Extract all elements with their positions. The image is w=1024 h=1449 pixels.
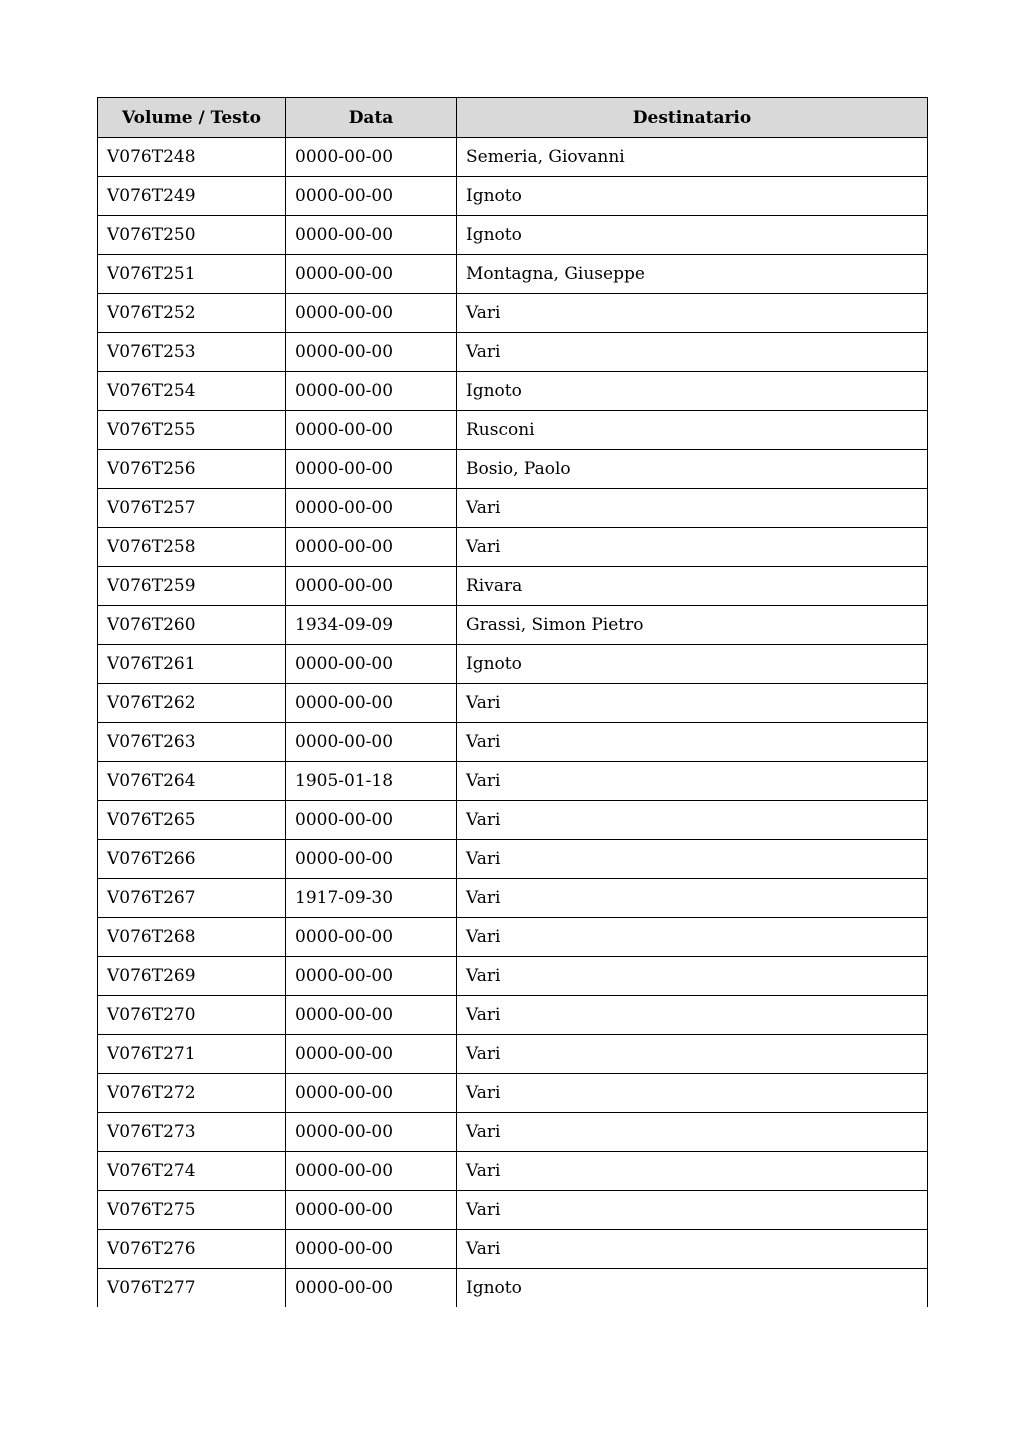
table-row — [98, 411, 928, 450]
data-cell: 1917-09-30 — [286, 879, 457, 918]
header-row — [98, 98, 928, 138]
destinatario-cell: Vari — [457, 528, 928, 567]
data-cell: 0000-00-00 — [286, 840, 457, 879]
data-cell: 0000-00-00 — [286, 684, 457, 723]
volume-testo-cell: V076T274 — [98, 1152, 286, 1191]
table-row — [98, 216, 928, 255]
table-row — [98, 606, 928, 645]
data-cell: 0000-00-00 — [286, 1035, 457, 1074]
table-body — [98, 138, 928, 1308]
volume-testo-cell: V076T263 — [98, 723, 286, 762]
data-cell: 0000-00-00 — [286, 567, 457, 606]
table-row — [98, 1074, 928, 1113]
destinatario-cell: Vari — [457, 1152, 928, 1191]
table-row — [98, 1230, 928, 1269]
table-row — [98, 840, 928, 879]
destinatario-cell: Grassi, Simon Pietro — [457, 606, 928, 645]
table-row — [98, 723, 928, 762]
destinatario-cell: Vari — [457, 1230, 928, 1269]
destinatario-cell: Rivara — [457, 567, 928, 606]
volume-testo-cell: V076T268 — [98, 918, 286, 957]
destinatario-cell: Semeria, Giovanni — [457, 138, 928, 177]
destinatario-cell: Montagna, Giuseppe — [457, 255, 928, 294]
volume-testo-cell: V076T267 — [98, 879, 286, 918]
destinatario-cell: Rusconi — [457, 411, 928, 450]
data-cell: 0000-00-00 — [286, 801, 457, 840]
table-row — [98, 489, 928, 528]
table-row — [98, 645, 928, 684]
volume-testo-cell: V076T265 — [98, 801, 286, 840]
data-cell: 0000-00-00 — [286, 372, 457, 411]
table-row — [98, 684, 928, 723]
data-cell: 0000-00-00 — [286, 294, 457, 333]
table-row — [98, 255, 928, 294]
destinatario-cell: Vari — [457, 957, 928, 996]
volume-testo-cell: V076T253 — [98, 333, 286, 372]
destinatario-cell: Vari — [457, 1113, 928, 1152]
destinatario-cell: Ignoto — [457, 372, 928, 411]
volume-testo-cell: V076T250 — [98, 216, 286, 255]
column-header-destinatario: Destinatario — [457, 98, 928, 138]
data-cell: 0000-00-00 — [286, 138, 457, 177]
volume-testo-cell: V076T270 — [98, 996, 286, 1035]
destinatario-cell: Vari — [457, 294, 928, 333]
letters-table — [97, 97, 928, 1307]
volume-testo-cell: V076T260 — [98, 606, 286, 645]
table-row — [98, 138, 928, 177]
table-row — [98, 333, 928, 372]
table-row — [98, 528, 928, 567]
destinatario-cell: Vari — [457, 1074, 928, 1113]
destinatario-cell: Ignoto — [457, 177, 928, 216]
data-cell: 0000-00-00 — [286, 489, 457, 528]
destinatario-cell: Vari — [457, 762, 928, 801]
table-row — [98, 177, 928, 216]
table-row — [98, 879, 928, 918]
table-row — [98, 567, 928, 606]
data-cell: 0000-00-00 — [286, 255, 457, 294]
table-row — [98, 1269, 928, 1308]
table-row — [98, 801, 928, 840]
data-cell: 0000-00-00 — [286, 1074, 457, 1113]
table-row — [98, 762, 928, 801]
table-row — [98, 957, 928, 996]
data-cell: 0000-00-00 — [286, 333, 457, 372]
destinatario-cell: Bosio, Paolo — [457, 450, 928, 489]
table-row — [98, 1035, 928, 1074]
destinatario-cell: Vari — [457, 1191, 928, 1230]
table-row — [98, 372, 928, 411]
table-row — [98, 1113, 928, 1152]
destinatario-cell: Ignoto — [457, 1269, 928, 1308]
data-cell: 0000-00-00 — [286, 645, 457, 684]
column-header-volume-testo: Volume / Testo — [98, 98, 286, 138]
data-cell: 0000-00-00 — [286, 528, 457, 567]
volume-testo-cell: V076T252 — [98, 294, 286, 333]
data-cell: 0000-00-00 — [286, 1113, 457, 1152]
destinatario-cell: Vari — [457, 801, 928, 840]
data-cell: 0000-00-00 — [286, 957, 457, 996]
data-cell: 0000-00-00 — [286, 1230, 457, 1269]
volume-testo-cell: V076T262 — [98, 684, 286, 723]
table-row — [98, 1152, 928, 1191]
destinatario-cell: Vari — [457, 684, 928, 723]
data-cell: 0000-00-00 — [286, 996, 457, 1035]
volume-testo-cell: V076T276 — [98, 1230, 286, 1269]
destinatario-cell: Vari — [457, 333, 928, 372]
volume-testo-cell: V076T275 — [98, 1191, 286, 1230]
volume-testo-cell: V076T248 — [98, 138, 286, 177]
table-header — [98, 98, 928, 138]
data-cell: 0000-00-00 — [286, 450, 457, 489]
volume-testo-cell: V076T273 — [98, 1113, 286, 1152]
volume-testo-cell: V076T251 — [98, 255, 286, 294]
volume-testo-cell: V076T249 — [98, 177, 286, 216]
destinatario-cell: Vari — [457, 879, 928, 918]
destinatario-cell: Vari — [457, 1035, 928, 1074]
data-cell: 0000-00-00 — [286, 918, 457, 957]
volume-testo-cell: V076T272 — [98, 1074, 286, 1113]
data-cell: 0000-00-00 — [286, 177, 457, 216]
volume-testo-cell: V076T266 — [98, 840, 286, 879]
volume-testo-cell: V076T254 — [98, 372, 286, 411]
volume-testo-cell: V076T261 — [98, 645, 286, 684]
data-cell: 1934-09-09 — [286, 606, 457, 645]
destinatario-cell: Vari — [457, 996, 928, 1035]
destinatario-cell: Vari — [457, 918, 928, 957]
volume-testo-cell: V076T269 — [98, 957, 286, 996]
data-cell: 0000-00-00 — [286, 216, 457, 255]
volume-testo-cell: V076T256 — [98, 450, 286, 489]
data-cell: 0000-00-00 — [286, 1269, 457, 1308]
destinatario-cell: Vari — [457, 723, 928, 762]
destinatario-cell: Ignoto — [457, 216, 928, 255]
volume-testo-cell: V076T264 — [98, 762, 286, 801]
column-header-data: Data — [286, 98, 457, 138]
data-cell: 0000-00-00 — [286, 1152, 457, 1191]
table-row — [98, 1191, 928, 1230]
volume-testo-cell: V076T257 — [98, 489, 286, 528]
destinatario-cell: Vari — [457, 489, 928, 528]
data-cell: 1905-01-18 — [286, 762, 457, 801]
volume-testo-cell: V076T255 — [98, 411, 286, 450]
destinatario-cell: Ignoto — [457, 645, 928, 684]
document-page — [97, 97, 927, 1307]
volume-testo-cell: V076T277 — [98, 1269, 286, 1308]
data-cell: 0000-00-00 — [286, 723, 457, 762]
table-row — [98, 918, 928, 957]
data-cell: 0000-00-00 — [286, 1191, 457, 1230]
volume-testo-cell: V076T259 — [98, 567, 286, 606]
destinatario-cell: Vari — [457, 840, 928, 879]
table-row — [98, 996, 928, 1035]
table-row — [98, 450, 928, 489]
volume-testo-cell: V076T258 — [98, 528, 286, 567]
data-cell: 0000-00-00 — [286, 411, 457, 450]
volume-testo-cell: V076T271 — [98, 1035, 286, 1074]
table-row — [98, 294, 928, 333]
